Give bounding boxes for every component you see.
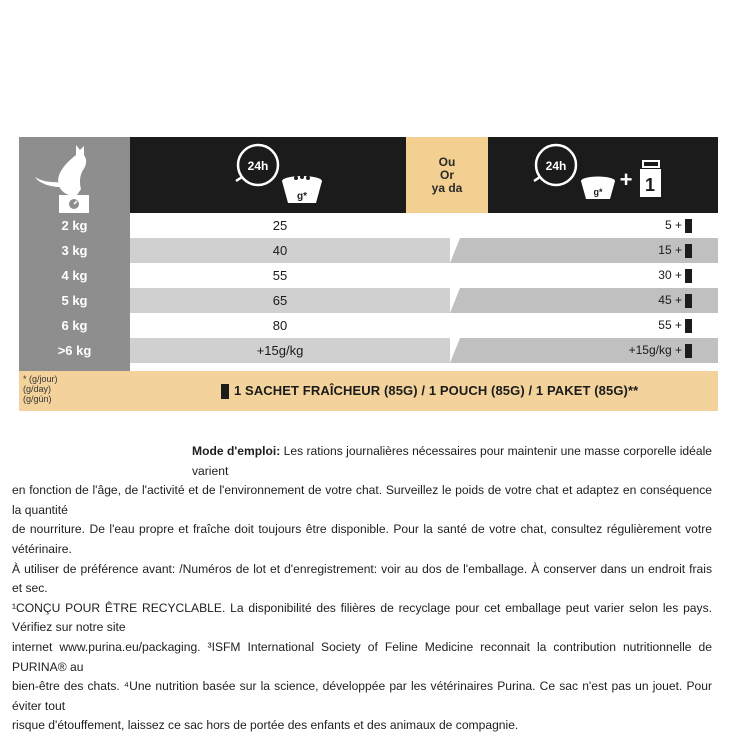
or-divider [406,137,488,213]
pouch-icon [488,137,718,213]
or-tr: ya da [431,180,463,195]
plus-sign: + [619,167,633,192]
dry-value: 65 [272,293,288,308]
or-fr: Ou [438,154,456,169]
mix-value [658,238,692,263]
paragraph-line: internet www.purina.eu/packaging. ³ISFM International Society of Feline Medicine reconnait la contribution nutritionnelle de PURINA® au [12,639,712,674]
mix-number: 30 + [658,268,682,282]
weight-label: 5 kg [61,293,88,308]
dry-value: 25 [272,218,288,233]
dry-value: 80 [272,318,288,333]
pouch-serving [221,371,638,411]
weight-label: 3 kg [61,243,88,258]
pouch-icon [685,319,692,333]
pouch-icon [685,344,692,358]
instructions-text [12,442,712,736]
mix-value [658,263,692,288]
paragraph-line: ¹CONÇU POUR ÊTRE RECYCLABLE. La disponibilité des filières de recyclage pour cet emballage peut varier selon les pays. Vérifiez sur notre site [12,600,712,635]
pouch-icon [221,384,229,399]
clock-label: 24h [247,159,269,173]
table-row [130,263,718,288]
table-row [130,288,718,313]
clock-label: 24h [545,159,567,173]
mix-value [658,313,692,338]
unit-fr: * (g/jour) [23,374,58,384]
feeding-table [19,137,718,410]
bowl-label: g* [297,191,307,202]
dry-value: +15g/kg [256,343,304,358]
paragraph-line: risque d'étouffement, laissez ce sac hors de portée des enfants et des animaux de compagnie. [12,718,519,733]
mix-value [665,213,692,238]
table-row [130,213,718,238]
paragraph-line: en fonction de l'âge, de l'activité et de l'environnement de votre chat. Surveillez le poids de votre chat et adaptez en conséquence la quantité [12,483,712,517]
pouch-count: 1 [644,175,656,195]
weight-label: 4 kg [61,268,88,283]
units-legend [23,374,58,404]
pouch-serving-text: 1 SACHET FRAÎCHEUR (85G) / 1 POUCH (85G) / 1 PAKET (85G)** [234,383,639,398]
pouch-icon [685,294,692,308]
paragraph-line: Les rations journalières nécessaires pour maintenir une masse corporelle idéale varient [192,444,713,478]
weight-label: 2 kg [61,218,88,233]
dry-value: 40 [272,243,288,258]
paragraph-line: de nourriture. De l'eau propre et fraîche doit toujours être disponible. Pour la santé de votre chat, consultez régulièrement votre vétérinaire. [12,522,712,556]
mixed-food-header [488,137,718,213]
bowl-label: g* [593,187,603,197]
table-row [130,338,718,363]
mix-number: 45 + [658,293,682,307]
pouch-icon [685,219,692,233]
mix-value [658,288,692,313]
mode-label: Mode d'emploi: [192,444,281,458]
mix-number: +15g/kg + [628,343,682,357]
mix-number: 55 + [658,318,682,332]
cat-on-scale-icon [19,137,130,213]
paragraph-line: À utiliser de préférence avant: /Numéros de lot et d'enregistrement: voir au dos de l'emballage. À conserver dans un endroit frais et sec. [12,561,712,596]
or-en: Or [439,167,454,182]
mix-number: 15 + [658,243,682,257]
mix-value [629,338,692,363]
paragraph-line: bien-être des chats. ⁴Une nutrition basée sur la science, développée par les vétérinaires Purina. Ce sac n'est pas un jouet. Pour éviter tout [12,679,712,713]
weight-label: >6 kg [57,343,92,358]
weight-label: 6 kg [61,318,88,333]
dry-food-header [130,137,406,213]
dry-value: 55 [272,268,288,283]
unit-tr: (g/gün) [23,394,52,404]
table-row [130,313,718,338]
pouch-icon [685,269,692,283]
table-row [130,238,718,263]
pouch-icon [685,244,692,258]
unit-en: (g/day) [23,384,52,394]
dry-food-bowl-icon [130,137,406,213]
mix-number: 5 + [664,218,682,232]
serving-footer [19,371,718,411]
